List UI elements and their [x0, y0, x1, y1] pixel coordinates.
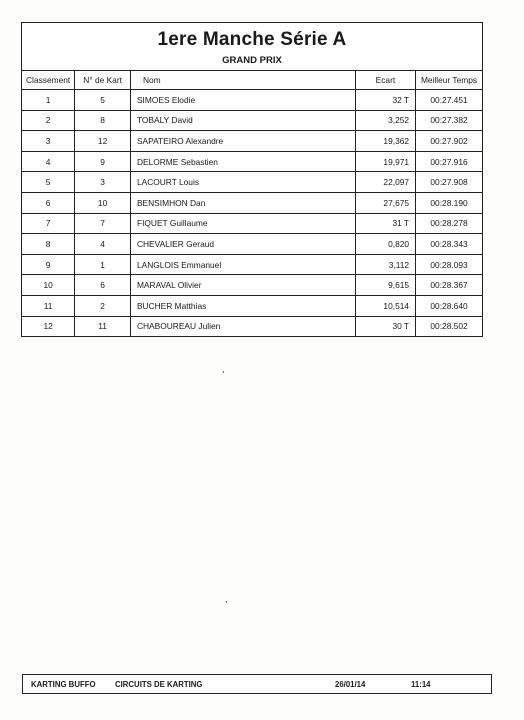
table-row: [22, 192, 483, 213]
cell-classement: 12: [22, 316, 75, 337]
footer-organizer: KARTING BUFFO: [31, 680, 96, 689]
cell-kart: 6: [75, 275, 131, 296]
table-row: [22, 275, 483, 296]
cell-kart: 3: [75, 172, 131, 193]
cell-nom: BENSIMHON Dan: [130, 192, 355, 213]
cell-ecart: 10,514: [355, 295, 415, 316]
cell-classement: 7: [22, 213, 75, 234]
cell-classement: 11: [22, 295, 75, 316]
table-row: [22, 295, 483, 316]
column-header-kart: N° de Kart: [75, 71, 131, 90]
cell-classement: 5: [22, 172, 75, 193]
cell-nom: CHABOUREAU Julien: [130, 316, 355, 337]
cell-classement: 9: [22, 254, 75, 275]
cell-kart: 8: [75, 110, 131, 131]
cell-nom: SAPATEIRO Alexandre: [130, 131, 355, 152]
cell-best-time: 00:27.908: [416, 172, 483, 193]
cell-ecart: 9,615: [355, 275, 415, 296]
table-row: [22, 254, 483, 275]
cell-nom: CHEVALIER Geraud: [130, 234, 355, 255]
cell-nom: LANGLOIS Emmanuel: [130, 254, 355, 275]
table-header-row: [22, 71, 483, 90]
table-row: [22, 110, 483, 131]
cell-kart: 4: [75, 234, 131, 255]
cell-best-time: 00:28.502: [416, 316, 483, 337]
cell-nom: BUCHER Matthias: [130, 295, 355, 316]
cell-classement: 1: [22, 90, 75, 111]
cell-best-time: 00:27.451: [416, 90, 483, 111]
cell-best-time: 00:27.902: [416, 131, 483, 152]
column-header-classement: Classement: [22, 71, 75, 90]
table-row: [22, 234, 483, 255]
cell-classement: 6: [22, 192, 75, 213]
footer-time: 11:14: [411, 680, 431, 689]
cell-kart: 5: [75, 90, 131, 111]
cell-best-time: 00:28.190: [416, 192, 483, 213]
cell-nom: DELORME Sebastien: [130, 151, 355, 172]
footer: [22, 674, 492, 694]
cell-ecart: 22,097: [355, 172, 415, 193]
cell-nom: FIQUET Guillaume: [130, 213, 355, 234]
cell-ecart: 31 T: [355, 213, 415, 234]
cell-ecart: 32 T: [355, 90, 415, 111]
table-row: [22, 131, 483, 152]
table-row: [22, 151, 483, 172]
header: [21, 22, 483, 71]
results-table: [21, 70, 483, 337]
footer-date: 26/01/14: [335, 680, 366, 689]
scan-speck: ,: [225, 594, 228, 604]
column-header-ecart: Ecart: [355, 71, 415, 90]
cell-ecart: 3,112: [355, 254, 415, 275]
footer-circuit: CIRCUITS DE KARTING: [115, 680, 203, 689]
cell-classement: 8: [22, 234, 75, 255]
cell-nom: TOBALY David: [130, 110, 355, 131]
cell-classement: 3: [22, 131, 75, 152]
scan-speck: ,: [222, 364, 225, 374]
cell-classement: 4: [22, 151, 75, 172]
table-row: [22, 90, 483, 111]
cell-ecart: 3,252: [355, 110, 415, 131]
cell-ecart: 27,675: [355, 192, 415, 213]
cell-best-time: 00:28.640: [416, 295, 483, 316]
cell-best-time: 00:27.382: [416, 110, 483, 131]
cell-kart: 1: [75, 254, 131, 275]
cell-kart: 10: [75, 192, 131, 213]
column-header-nom: Nom: [130, 71, 355, 90]
cell-nom: SIMOES Elodie: [130, 90, 355, 111]
page-subtitle: GRAND PRIX: [222, 55, 282, 66]
cell-kart: 2: [75, 295, 131, 316]
cell-classement: 10: [22, 275, 75, 296]
table-row: [22, 316, 483, 337]
page-title: 1ere Manche Série A: [157, 29, 347, 50]
cell-best-time: 00:28.367: [416, 275, 483, 296]
cell-best-time: 00:27.916: [416, 151, 483, 172]
cell-best-time: 00:28.093: [416, 254, 483, 275]
cell-best-time: 00:28.343: [416, 234, 483, 255]
cell-nom: LACOURT Louis: [130, 172, 355, 193]
column-header-best-time: Meilleur Temps: [416, 71, 483, 90]
cell-kart: 11: [75, 316, 131, 337]
cell-kart: 12: [75, 131, 131, 152]
cell-best-time: 00:28.278: [416, 213, 483, 234]
table-row: [22, 213, 483, 234]
cell-ecart: 19,362: [355, 131, 415, 152]
cell-kart: 7: [75, 213, 131, 234]
cell-classement: 2: [22, 110, 75, 131]
cell-ecart: 0,820: [355, 234, 415, 255]
cell-ecart: 19,971: [355, 151, 415, 172]
cell-nom: MARAVAL Olivier: [130, 275, 355, 296]
cell-ecart: 30 T: [355, 316, 415, 337]
table-row: [22, 172, 483, 193]
cell-kart: 9: [75, 151, 131, 172]
